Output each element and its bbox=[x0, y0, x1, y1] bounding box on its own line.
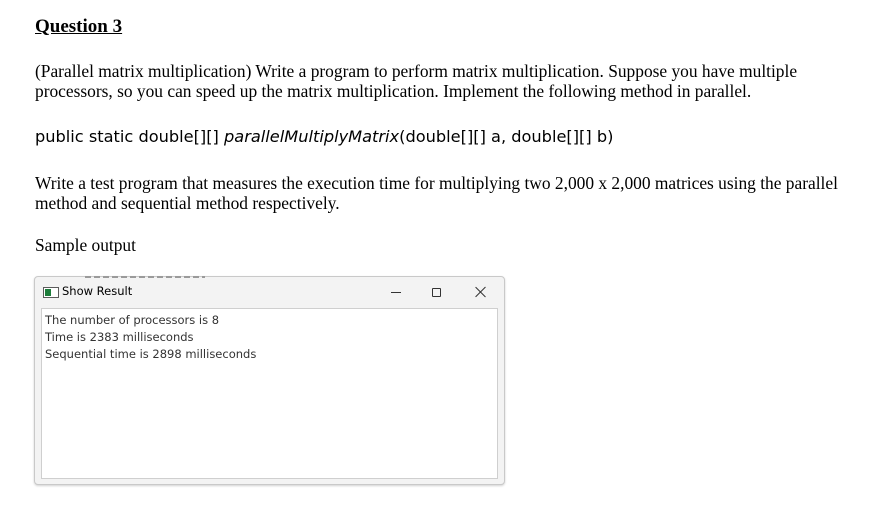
method-signature bbox=[35, 126, 613, 148]
output-line-processors: The number of processors is 8 bbox=[45, 313, 220, 327]
show-result-window bbox=[34, 276, 505, 485]
task-paragraph: Write a test program that measures the execution time for multiplying two 2,000 x 2,000 matrices using the parallel method and sequential method respectively. bbox=[35, 173, 838, 213]
close-icon bbox=[474, 286, 486, 298]
close-button[interactable] bbox=[460, 280, 500, 304]
app-window-icon bbox=[43, 287, 59, 298]
output-line-sequential-time: Sequential time is 2898 milliseconds bbox=[45, 347, 257, 361]
signature-method-name: parallelMultiplyMatrix bbox=[224, 127, 400, 146]
window-title: Show Result bbox=[62, 284, 133, 298]
result-text-area[interactable] bbox=[41, 308, 498, 479]
minimize-button[interactable] bbox=[376, 280, 416, 304]
intro-paragraph: (Parallel matrix multiplication) Write a program to perform matrix multiplication. Suppose you have multiple processors, so you can speed up the matrix multiplication. Implement the following method in parallel. bbox=[35, 61, 798, 101]
minimize-icon bbox=[391, 292, 401, 293]
maximize-icon bbox=[432, 288, 441, 297]
signature-params: (double[][] a, double[][] b) bbox=[399, 127, 614, 146]
signature-prefix: public static double[][] bbox=[35, 127, 225, 146]
sample-output-label: Sample output bbox=[35, 235, 136, 255]
question-heading: Question 3 bbox=[35, 16, 123, 37]
window-titlebar[interactable] bbox=[35, 277, 504, 307]
maximize-button[interactable] bbox=[416, 280, 456, 304]
output-line-parallel-time: Time is 2383 milliseconds bbox=[45, 330, 194, 344]
